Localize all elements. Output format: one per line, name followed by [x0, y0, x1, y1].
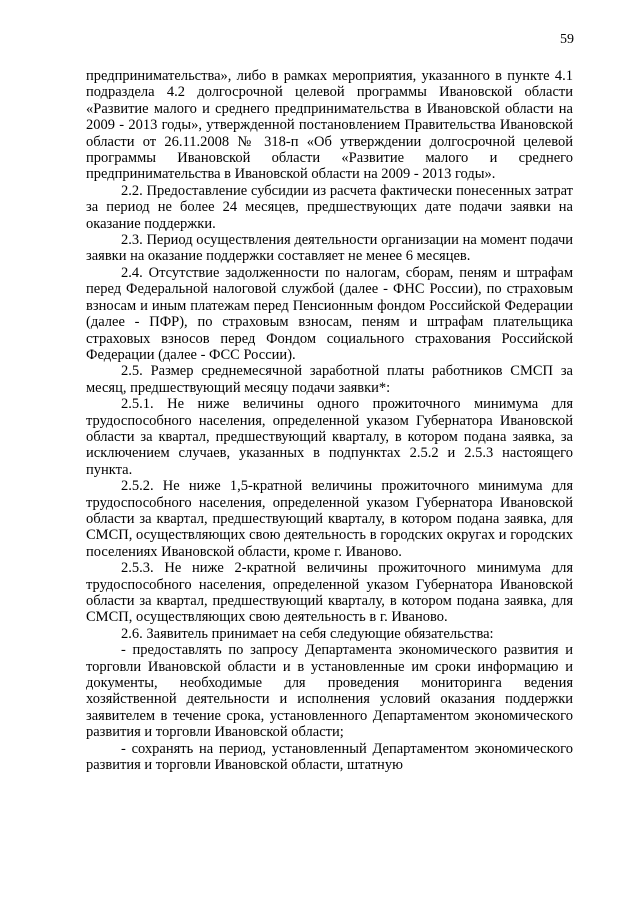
paragraph-continuation: предпринимательства», либо в рамках мероприятия, указанного в пункте 4.1 подраздела 4.2 долгосрочной целевой программы Ивановской области «Развитие малого и среднего предпринимательства в Ивановской области на 2009 - 2013 годы», утвержденной постановлением Правительства Ивановской области от 26.11.2008 № 318-п «Об утверждении долгосрочной целевой программы Ивановской области «Развитие малого и среднего предпринимательства в Ивановской области на 2009 - 2013 годы».	[86, 68, 573, 183]
paragraph-2-2: 2.2. Предоставление субсидии из расчета фактически понесенных затрат за период не более 24 месяцев, предшествующих дате подачи заявки на оказание поддержки.	[86, 182, 573, 232]
document-body	[86, 68, 573, 773]
paragraph-2-5: 2.5. Размер среднемесячной заработной платы работников СМСП за месяц, предшествующий месяцу подачи заявки*:	[86, 363, 573, 396]
paragraph-2-5-1: 2.5.1. Не ниже величины одного прожиточного минимума для трудоспособного населения, определенной указом Губернатора Ивановской области за квартал, предшествующий кварталу, в котором подана заявка, за исключением случаев, указанных в подпунктах 2.5.2 и 2.5.3 настоящего пункта.	[86, 396, 573, 478]
paragraph-2-5-2: 2.5.2. Не ниже 1,5-кратной величины прожиточного минимума для трудоспособного населения, определенной указом Губернатора Ивановской области за квартал, предшествующий кварталу, в котором подана заявка, для СМСП, осуществляющих свою деятельность в городских округах и городских поселениях Ивановской области, кроме г. Иваново.	[86, 478, 573, 560]
paragraph-2-4: 2.4. Отсутствие задолженности по налогам, сборам, пеням и штрафам перед Федеральной налоговой службой (далее - ФНС России), по страховым взносам и иным платежам перед Пенсионным фондом Российской Федерации (далее - ПФР), по страховым взносам, пеням и штрафам плательщика страховых взносов перед Фондом социального страхования Российской Федерации (далее - ФСС России).	[86, 264, 573, 363]
page-number: 59	[560, 32, 574, 47]
paragraph-2-6: 2.6. Заявитель принимает на себя следующие обязательства:	[121, 625, 494, 642]
list-item-preserve-staff: - сохранять на период, установленный Департаментом экономического развития и торговли Ивановской области, штатную	[86, 740, 573, 774]
paragraph-2-5-3: 2.5.3. Не ниже 2-кратной величины прожиточного минимума для трудоспособного населения, определенной указом Губернатора Ивановской области за квартал, предшествующий кварталу, в котором подана заявка, для СМСП, осуществляющих свою деятельность в г. Иваново.	[86, 560, 573, 626]
paragraph-2-3: 2.3. Период осуществления деятельности организации на момент подачи заявки на оказание поддержки составляет не менее 6 месяцев.	[86, 232, 573, 265]
list-item-provide-information: - предоставлять по запросу Департамента экономического развития и торговли Ивановской области и в установленные им сроки информацию и документы, необходимые для проведения мониторинга ведения хозяйственной деятельности и исполнения условий оказания поддержки заявителем в течение срока, установленного Департаментом экономического развития и торговли Ивановской области;	[86, 642, 573, 741]
